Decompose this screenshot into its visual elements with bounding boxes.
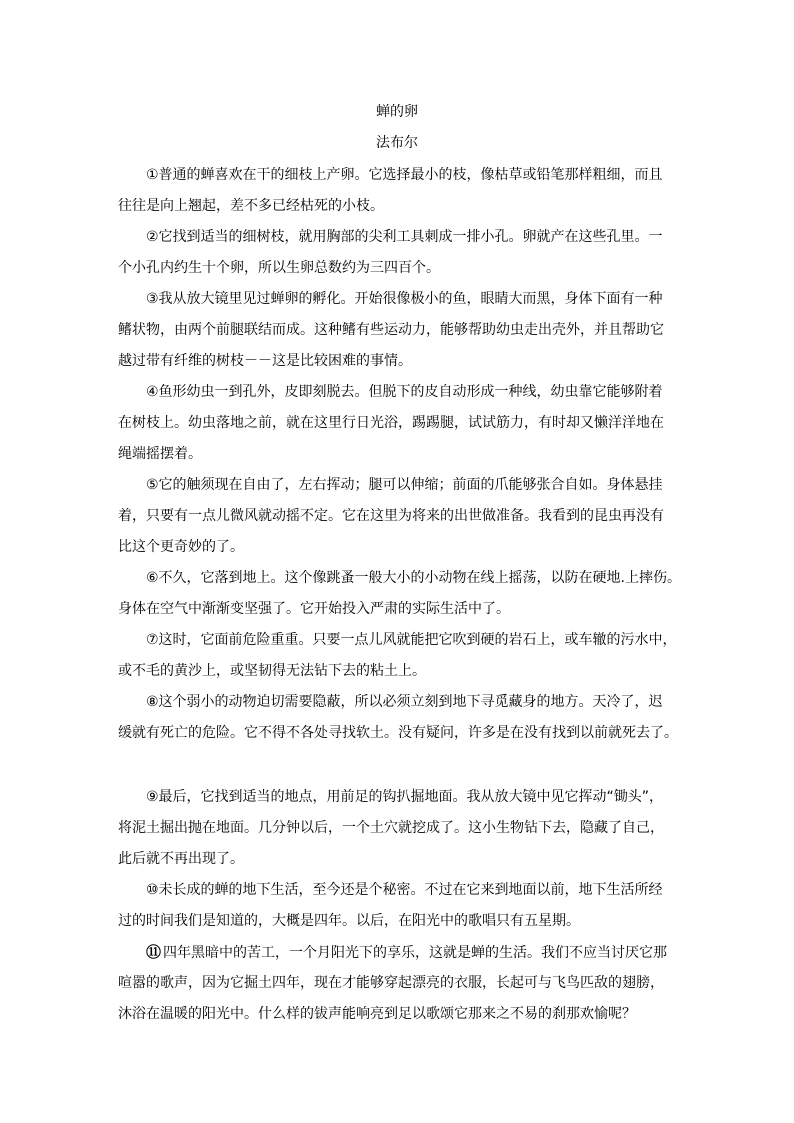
paragraph-number: ⑪: [146, 943, 162, 961]
paragraph-line: 着，只要有一点儿微风就动摇不定。它在这里为将来的出世做准备。我看到的昆虫再没有: [118, 508, 664, 524]
paragraph-7: [118, 625, 688, 687]
paragraph-line: ⑦这时，它面前危险重重。只要一点儿风就能把它吹到硬的岩石上，或车辙的污水中，: [146, 632, 677, 648]
paragraph-line: 绳端摇摆着。: [118, 446, 202, 462]
paragraph-line: ⑩未长成的蝉的地下生活，至今还是个秘密。不过在它来到地面以前，地下生活所经: [146, 882, 663, 898]
paragraph-line: ②它找到适当的细树枝，就用胸部的尖利工具刺成一排小孔。卵就产在这些孔里。一: [146, 229, 663, 245]
paragraph-3: [118, 284, 688, 377]
paragraph-line: ④鱼形幼虫一到孔外，皮即刻脱去。但脱下的皮自动形成一种线，幼虫靠它能够附着: [146, 384, 663, 400]
document-title: 蝉的卵: [376, 104, 418, 120]
paragraph-line: 比这个更奇妙的了。: [118, 539, 244, 555]
paragraph-10: [118, 875, 688, 937]
paragraph-line: 缓就有死亡的危险。它不得不各处寻找软土。没有疑问，许多是在没有找到以前就死去了。: [118, 725, 678, 741]
paragraph-line: 身体在空气中渐渐变坚强了。它开始投入严肃的实际生活中了。: [118, 601, 510, 617]
paragraph-line: 鳍状物，由两个前腿联结而成。这种鳍有些运动力，能够帮助幼虫走出壳外，并且帮助它: [118, 322, 664, 338]
paragraph-line: 此后就不再出现了。: [118, 851, 244, 867]
paragraph-5: [118, 470, 688, 563]
paragraph-8: [118, 687, 688, 749]
paragraph-11: [118, 937, 688, 1030]
paragraph-line: 越过带有纤维的树枝－－这是比较困难的事情。: [118, 353, 412, 369]
paragraph-line: 往往是向上翘起，差不多已经枯死的小枝。: [118, 198, 384, 214]
paragraph-4: [118, 377, 688, 470]
paragraph-line: 在树枝上。幼虫落地之前，就在这里行日光浴，踢踢腿，试试筋力，有时却又懒洋洋地在: [118, 415, 664, 431]
paragraph-line: 过的时间我们是知道的，大概是四年。以后，在阳光中的歌唱只有五星期。: [118, 913, 580, 929]
paragraph-line: 沐浴在温暖的阳光中。什么样的钹声能响亮到足以歌颂它那来之不易的刹那欢愉呢？: [118, 1006, 636, 1022]
paragraph-9: [118, 782, 688, 875]
paragraph-2: [118, 222, 688, 284]
paragraph-line: 将泥土掘出抛在地面。几分钟以后，一个土穴就挖成了。这小生物钻下去，隐藏了自己，: [118, 820, 664, 836]
paragraph-line: ⑥不久，它落到地上。这个像跳蚤一般大小的小动物在线上摇荡，以防在硬地.上摔伤。: [146, 570, 681, 586]
paragraph-line: ⑨最后，它找到适当的地点，用前足的钩扒掘地面。我从放大镜中见它挥动“锄头”，: [146, 789, 664, 805]
paragraph-1: [118, 160, 688, 222]
paragraph-line: ①普通的蝉喜欢在干的细枝上产卵。它选择最小的枝，像枯草或铅笔那样粗细，而且: [146, 167, 663, 183]
paragraph-line: 个小孔内约生十个卵，所以生卵总数约为三四百个。: [118, 260, 440, 276]
paragraph-line: [118, 937, 688, 968]
paragraph-line: 喧嚣的歌声，因为它掘土四年，现在才能够穿起漂亮的衣服，长起可与飞鸟匹敌的翅膀，: [118, 975, 664, 991]
paragraph-line-text: 四年黑暗中的苦工，一个月阳光下的享乐，这就是蝉的生活。我们不应当讨厌它那: [163, 945, 668, 961]
paragraph-6: [118, 563, 688, 625]
document-author: 法布尔: [376, 135, 418, 151]
paragraph-line: ⑧这个弱小的动物迫切需要隐蔽，所以必须立刻到地下寻觅藏身的地方。天冷了，迟: [146, 694, 663, 710]
paragraph-line: ③我从放大镜里见过蝉卵的孵化。开始很像极小的鱼，眼睛大而黑，身体下面有一种: [146, 291, 663, 307]
paragraph-line: 或不毛的黄沙上，或坚韧得无法钻下去的粘土上。: [118, 663, 426, 679]
paragraph-line: ⑤它的触须现在自由了，左右挥动；腿可以伸缩；前面的爪能够张合自如。身体悬挂: [146, 477, 663, 493]
